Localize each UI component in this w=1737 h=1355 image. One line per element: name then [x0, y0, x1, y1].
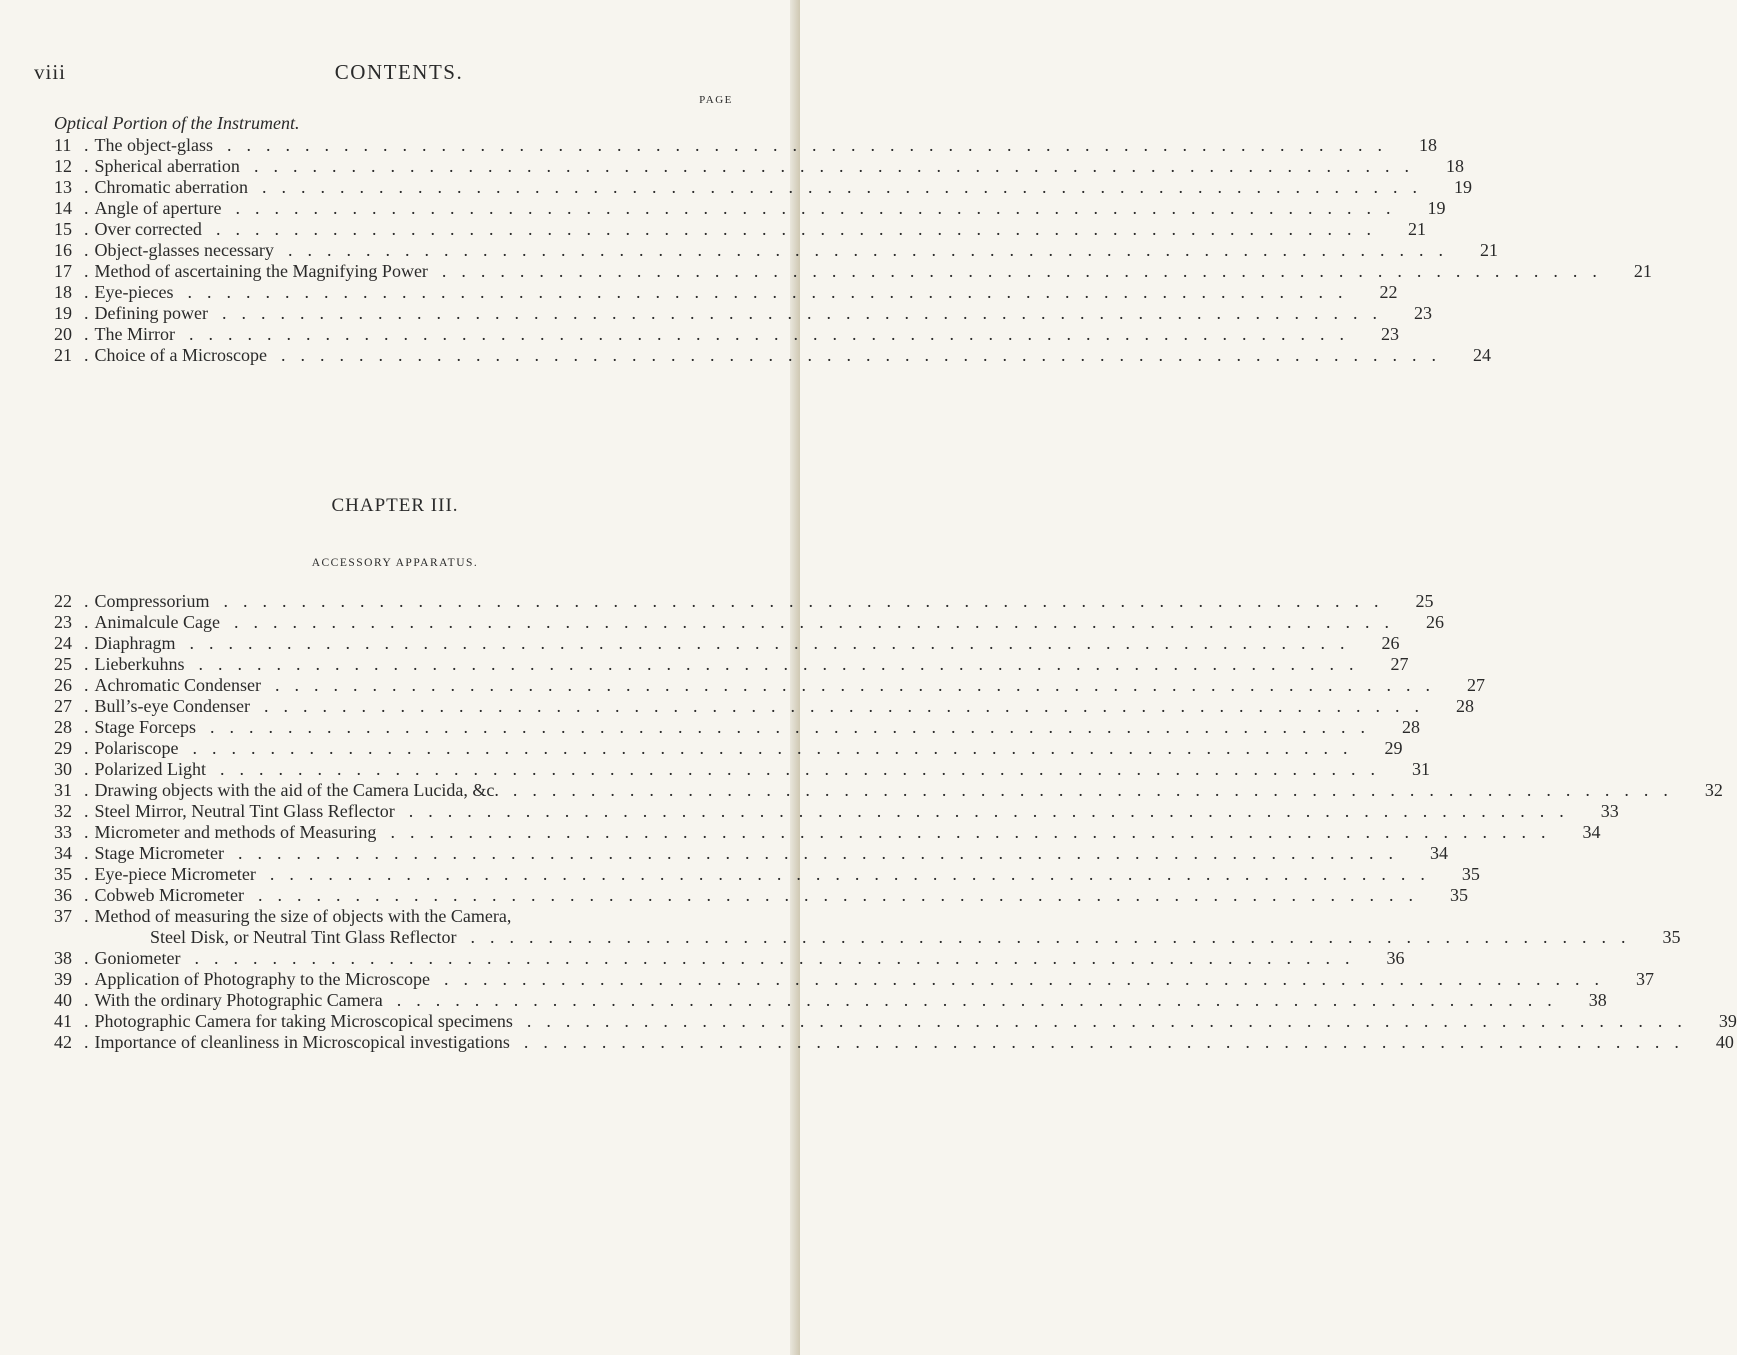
entry-number: 27: [54, 696, 72, 716]
entry-number: 37: [54, 906, 72, 926]
entry-number: 34: [54, 843, 72, 863]
entry-page-number: 27: [1466, 675, 1485, 695]
dot-leader: ............................................................: [523, 1032, 1694, 1052]
toc-entry: 25 . Lieberkuhns ............................................................ 27: [54, 654, 1409, 674]
dot-leader: ............................................................: [188, 324, 1359, 344]
toc-entry: 27 . Bull’s-eye Condenser ............................................................ 28: [54, 696, 1474, 716]
toc-entry: 20 . The Mirror ............................................................ 23: [54, 324, 1399, 344]
entry-page-number: 26: [1381, 633, 1400, 653]
toc-entry: 34 . Stage Micrometer ............................................................ 34: [54, 843, 1448, 863]
entry-page-number: 28: [1401, 717, 1420, 737]
entry-title: Over corrected: [94, 219, 202, 239]
entry-number: 35: [54, 864, 72, 884]
entry-number: 24: [54, 633, 72, 653]
dot-leader: ............................................................: [233, 612, 1404, 632]
entry-title: Importance of cleanliness in Microscopical investigations: [94, 1032, 510, 1052]
chapter-subtitle: ACCESSORY APPARATUS.: [311, 557, 479, 569]
toc-entry: [54, 927, 1681, 948]
entry-page-number: 38: [1588, 990, 1607, 1010]
toc-entry: 21 . Choice of a Microscope ............................................................ 24: [54, 345, 1491, 365]
entry-page-number: 28: [1455, 696, 1474, 716]
toc-entry: 33 . Micrometer and methods of Measuring ............................................................ 34: [54, 822, 1601, 842]
entry-title: Object-glasses necessary: [94, 240, 274, 260]
entry-title: The object-glass: [94, 135, 213, 155]
entry-number: 33: [54, 822, 72, 842]
entry-number: 30: [54, 759, 72, 779]
entry-number: 11: [54, 135, 72, 155]
entry-number: 41: [54, 1011, 72, 1031]
entry-title: Diaphragm: [94, 633, 176, 653]
entry-page-number: 26: [1425, 612, 1444, 632]
entry-page-number: 29: [1384, 738, 1403, 758]
dot-leader: ............................................................: [192, 738, 1363, 758]
running-title: CONTENTS.: [334, 60, 464, 84]
dot-leader: ............................................................: [408, 801, 1579, 821]
entry-title: Method of ascertaining the Magnifying Power: [94, 261, 428, 281]
entry-page-number: 33: [1600, 801, 1619, 821]
entry-number: 15: [54, 219, 72, 239]
entry-title: Lieberkuhns: [94, 654, 185, 674]
entry-title: The Mirror: [94, 324, 175, 344]
entry-page-number: 19: [1427, 198, 1446, 218]
entry-title: Cobweb Micrometer: [94, 885, 244, 905]
toc-entry: 19 . Defining power ............................................................ 23: [54, 303, 1432, 323]
dot-leader: ............................................................: [219, 759, 1390, 779]
entry-page-number: 32: [1704, 780, 1723, 800]
entry-title: Compressorium: [94, 591, 210, 611]
dot-leader: ............................................................: [280, 345, 1451, 365]
dot-leader: ............................................................: [261, 177, 1432, 197]
entry-page-number: 35: [1662, 927, 1681, 947]
toc-entry: 41 . Photographic Camera for taking Microscopical specimens ............................................................ 39: [54, 1011, 1737, 1031]
dot-leader: ............................................................: [526, 1011, 1697, 1031]
entry-page-number: 40: [1715, 1032, 1734, 1052]
entry-page-number: 18: [1418, 135, 1437, 155]
toc-entry: 11 . The object-glass ............................................................ 18: [54, 135, 1437, 155]
entry-number: 42: [54, 1032, 72, 1052]
toc-list-optical: [54, 135, 1652, 366]
entry-title: Goniometer: [94, 948, 181, 968]
dot-leader: ............................................................: [512, 780, 1683, 800]
toc-entry: 23 . Animalcule Cage ............................................................ 26: [54, 612, 1444, 632]
entry-page-number: 34: [1582, 822, 1601, 842]
entry-number: 31: [54, 780, 72, 800]
entry-number: 14: [54, 198, 72, 218]
toc-entry: 42 . Importance of cleanliness in Microscopical investigations ............................................................ 40: [54, 1032, 1734, 1052]
entry-page-number: 23: [1413, 303, 1432, 323]
entry-page-number: 18: [1445, 156, 1464, 176]
entry-page-number: 21: [1407, 219, 1426, 239]
dot-leader: ............................................................: [215, 219, 1386, 239]
entry-title: Stage Forceps: [94, 717, 196, 737]
toc-entry: 22 . Compressorium ............................................................ 25: [54, 591, 1434, 611]
dot-leader: ............................................................: [187, 282, 1358, 302]
dot-leader: ............................................................: [390, 822, 1561, 842]
entry-title: Polariscope: [94, 738, 179, 758]
entry-title: Animalcule Cage: [94, 612, 220, 632]
toc-entry: 17 . Method of ascertaining the Magnifying Power ............................................................ 21: [54, 261, 1652, 281]
toc-entry: 18 . Eye-pieces ............................................................ 22: [54, 282, 1398, 302]
entry-title: Polarized Light: [94, 759, 206, 779]
entry-number: 13: [54, 177, 72, 197]
chapter-title: CHAPTER III.: [331, 495, 459, 516]
dot-leader: ............................................................: [287, 240, 1458, 260]
entry-page-number: 19: [1453, 177, 1472, 197]
entry-title: Steel Mirror, Neutral Tint Glass Reflector: [94, 801, 395, 821]
dot-leader: ............................................................: [223, 591, 1394, 611]
entry-page-number: 23: [1380, 324, 1399, 344]
toc-entry: 26 . Achromatic Condenser ............................................................ 27: [54, 675, 1485, 695]
toc-entry: 29 . Polariscope ............................................................ 29: [54, 738, 1403, 758]
toc-entry: 38 . Goniometer ............................................................ 36: [54, 948, 1405, 968]
dot-leader: ............................................................: [221, 303, 1392, 323]
entry-number: 25: [54, 654, 72, 674]
toc-entry: 15 . Over corrected ............................................................ 21: [54, 219, 1426, 239]
entry-title: Method of measuring the size of objects with the Camera,: [94, 906, 512, 926]
toc-entry: 24 . Diaphragm ............................................................ 26: [54, 633, 1400, 653]
dot-leader: ............................................................: [198, 654, 1369, 674]
entry-page-number: 35: [1449, 885, 1468, 905]
toc-entry: 12 . Spherical aberration ............................................................ 18: [54, 156, 1464, 176]
entry-number: 23: [54, 612, 72, 632]
dot-leader: ............................................................: [274, 675, 1445, 695]
toc-entry: 37 . Method of measuring the size of objects with the Camera,: [54, 906, 512, 926]
entry-number: 17: [54, 261, 72, 281]
entry-title: Drawing objects with the aid of the Camera Lucida, &c.: [94, 780, 499, 800]
entry-title: Choice of a Microscope: [94, 345, 267, 365]
page-number: viii: [34, 60, 67, 84]
entry-page-number: 35: [1461, 864, 1480, 884]
section-heading: Optical Portion of the Instrument.: [54, 113, 300, 133]
entry-number: 21: [54, 345, 72, 365]
dot-leader: ............................................................: [441, 261, 1612, 281]
dot-leader: ............................................................: [235, 198, 1406, 218]
entry-number: 20: [54, 324, 72, 344]
dot-leader: ............................................................: [396, 990, 1567, 1010]
entry-number: 39: [54, 969, 72, 989]
entry-title: Eye-pieces: [94, 282, 174, 302]
entry-number: 29: [54, 738, 72, 758]
toc-entry: 39 . Application of Photography to the Microscope ............................................................ 37: [54, 969, 1654, 989]
toc-entry: 28 . Stage Forceps ............................................................ 28: [54, 717, 1420, 737]
entry-page-number: 21: [1479, 240, 1498, 260]
entry-page-number: 37: [1635, 969, 1654, 989]
dot-leader: ............................................................: [269, 864, 1440, 884]
entry-title: Micrometer and methods of Measuring: [94, 822, 377, 842]
entry-title: Bull’s-eye Condenser: [94, 696, 250, 716]
entry-number: 12: [54, 156, 72, 176]
entry-page-number: 39: [1718, 1011, 1737, 1031]
dot-leader: ............................................................: [257, 885, 1428, 905]
toc-entry: 35 . Eye-piece Micrometer ............................................................ 35: [54, 864, 1480, 884]
toc-entry: 32 . Steel Mirror, Neutral Tint Glass Reflector ............................................................ 33: [54, 801, 1619, 821]
entry-page-number: 25: [1415, 591, 1434, 611]
toc-entry: 13 . Chromatic aberration ............................................................ 19: [54, 177, 1472, 197]
entry-title: Steel Disk, or Neutral Tint Glass Reflector: [150, 927, 457, 947]
dot-leader: ............................................................: [237, 843, 1408, 863]
entry-title: Defining power: [94, 303, 208, 323]
dot-leader: ............................................................: [194, 948, 1365, 968]
entry-title: Photographic Camera for taking Microscopical specimens: [94, 1011, 513, 1031]
entry-number: 18: [54, 282, 72, 302]
entry-page-number: 24: [1472, 345, 1491, 365]
entry-number: 38: [54, 948, 72, 968]
entry-page-number: 34: [1429, 843, 1448, 863]
dot-leader: ............................................................: [263, 696, 1434, 716]
entry-number: 16: [54, 240, 72, 260]
toc-entry: 30 . Polarized Light ............................................................ 31: [54, 759, 1430, 779]
entry-number: 36: [54, 885, 72, 905]
entry-title: Application of Photography to the Microscope: [94, 969, 430, 989]
entry-title: With the ordinary Photographic Camera: [94, 990, 383, 1010]
dot-leader: ............................................................: [209, 717, 1380, 737]
entry-page-number: 31: [1411, 759, 1430, 779]
toc-entry: 36 . Cobweb Micrometer ............................................................ 35: [54, 885, 1468, 905]
dot-leader: ............................................................: [470, 927, 1641, 947]
toc-entry: 40 . With the ordinary Photographic Camera ............................................................ 38: [54, 990, 1607, 1010]
dot-leader: ............................................................: [189, 633, 1360, 653]
entry-title: Spherical aberration: [94, 156, 240, 176]
entry-number: 28: [54, 717, 72, 737]
entry-page-number: 21: [1633, 261, 1652, 281]
entry-number: 22: [54, 591, 72, 611]
dot-leader: ............................................................: [253, 156, 1424, 176]
toc-list-accessory: [54, 591, 1737, 1053]
dot-leader: ............................................................: [443, 969, 1614, 989]
entry-page-number: 36: [1386, 948, 1405, 968]
entry-title: Achromatic Condenser: [94, 675, 261, 695]
toc-entry: 16 . Object-glasses necessary ............................................................ 21: [54, 240, 1498, 260]
entry-number: 26: [54, 675, 72, 695]
entry-number: 32: [54, 801, 72, 821]
page-column-label: PAGE: [699, 94, 733, 106]
entry-title: Stage Micrometer: [94, 843, 224, 863]
entry-number: 40: [54, 990, 72, 1010]
entry-number: 19: [54, 303, 72, 323]
entry-page-number: 27: [1390, 654, 1409, 674]
dot-leader: ............................................................: [226, 135, 1397, 155]
entry-title: Eye-piece Micrometer: [94, 864, 256, 884]
entry-title: Chromatic aberration: [94, 177, 248, 197]
entry-title: Angle of aperture: [94, 198, 222, 218]
toc-entry: 31 . Drawing objects with the aid of the Camera Lucida, &c. ............................................................ 32: [54, 780, 1723, 800]
entry-page-number: 22: [1379, 282, 1398, 302]
toc-entry: 14 . Angle of aperture ............................................................ 19: [54, 198, 1446, 218]
